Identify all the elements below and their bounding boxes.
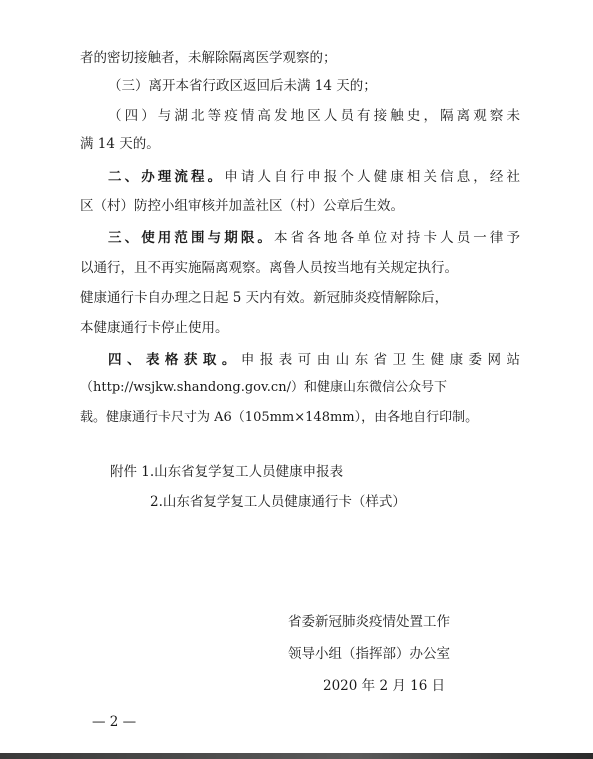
signature-date: 2020 年 2 月 16 日	[323, 678, 446, 694]
paragraph-2-line	[108, 167, 520, 187]
text-span: 申报表可由山东省卫生健康委网站	[240, 352, 521, 368]
text-line: 健康通行卡自办理之日起 5 天内有效。新冠肺炎疫情解除后，	[80, 290, 449, 306]
text-span: 申请人自行申报个人健康相关信息，经社	[224, 169, 521, 185]
text-line: 载。健康通行卡尺寸为 A6（105mm×148mm），由各地自行印制。	[80, 410, 479, 425]
section-heading: 四、表格获取。	[108, 352, 241, 368]
bottom-scroll-bar	[0, 753, 593, 759]
paragraph-4-line	[108, 350, 520, 370]
attachment-2: 2.山东省复学复工人员健康通行卡（样式）	[150, 494, 406, 510]
text-line: 以通行，且不再实施隔离观察。离鲁人员按当地有关规定执行。	[80, 260, 458, 276]
text-span: 本省各地各单位对持卡人员一律予	[274, 230, 521, 246]
text-line: 满 14 天的。	[80, 136, 160, 152]
signature-org-line1: 省委新冠肺炎疫情处置工作	[288, 614, 450, 630]
text-line: （四）与湖北等疫情高发地区人员有接触史，隔离观察未	[108, 108, 520, 124]
section-heading: 二、办理流程。	[108, 169, 225, 185]
section-heading: 三、使用范围与期限。	[108, 230, 275, 246]
text-line: 区（村）防控小组审核并加盖社区（村）公章后生效。	[80, 198, 404, 214]
signature-org-line2: 领导小组（指挥部）办公室	[288, 646, 450, 662]
text-line: 者的密切接触者，未解除隔离医学观察的；	[80, 50, 337, 66]
paragraph-3-line	[108, 228, 520, 248]
page-number: — 2 —	[92, 714, 137, 730]
text-line: （三）离开本省行政区返回后未满 14 天的；	[108, 78, 377, 94]
text-line: 本健康通行卡停止使用。	[80, 320, 229, 336]
attachment-1: 附件 1.山东省复学复工人员健康申报表	[110, 464, 344, 480]
text-line: （http://wsjkw.shandong.gov.cn/）和健康山东微信公众号下	[80, 380, 447, 395]
